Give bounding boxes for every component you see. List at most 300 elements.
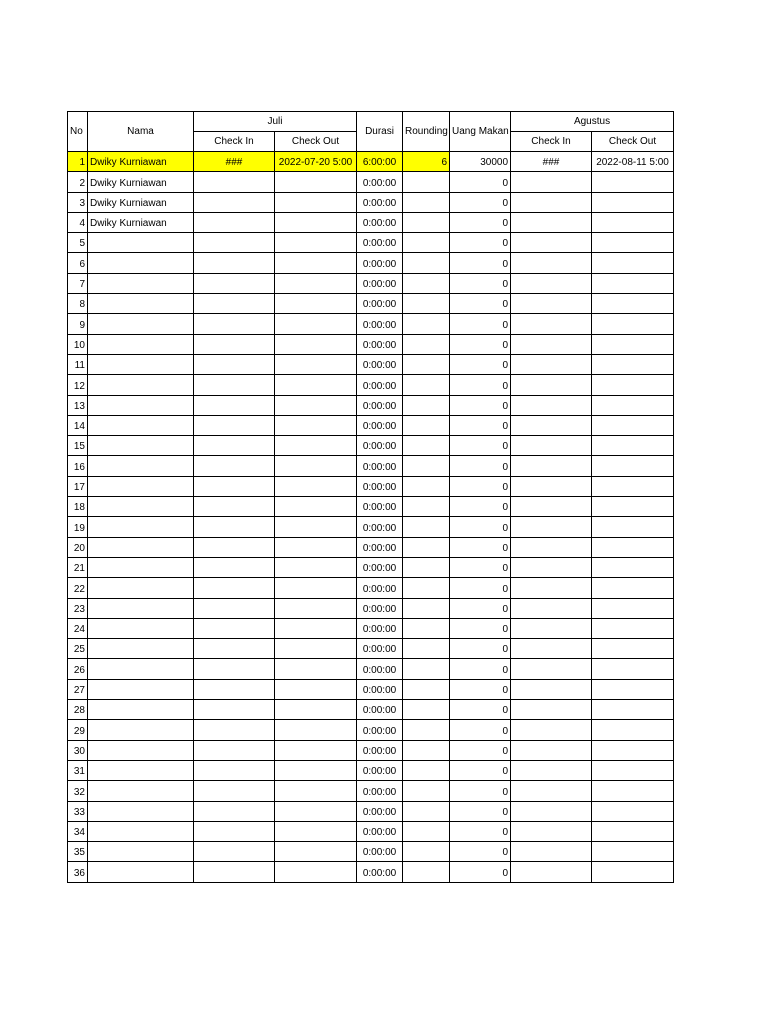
cell-no[interactable]: 26 — [68, 659, 88, 679]
cell-juli-check-out[interactable] — [275, 192, 357, 212]
cell-nama[interactable] — [88, 497, 194, 517]
cell-no[interactable]: 18 — [68, 497, 88, 517]
cell-juli-check-out[interactable] — [275, 395, 357, 415]
cell-uang-makan[interactable]: 0 — [450, 842, 511, 862]
cell-juli-check-out[interactable] — [275, 354, 357, 374]
cell-agustus-check-out[interactable] — [592, 212, 674, 232]
cell-juli-check-in[interactable] — [194, 740, 275, 760]
cell-durasi[interactable]: 0:00:00 — [357, 233, 403, 253]
cell-uang-makan[interactable]: 0 — [450, 760, 511, 780]
cell-rounding[interactable] — [403, 700, 450, 720]
cell-uang-makan[interactable]: 0 — [450, 679, 511, 699]
cell-agustus-check-out[interactable] — [592, 598, 674, 618]
cell-nama[interactable]: Dwiky Kurniawan — [88, 192, 194, 212]
cell-rounding[interactable] — [403, 375, 450, 395]
cell-agustus-check-in[interactable] — [511, 720, 592, 740]
cell-durasi[interactable]: 0:00:00 — [357, 273, 403, 293]
cell-uang-makan[interactable]: 0 — [450, 172, 511, 192]
cell-rounding[interactable] — [403, 476, 450, 496]
cell-nama[interactable] — [88, 436, 194, 456]
cell-juli-check-out[interactable] — [275, 517, 357, 537]
cell-juli-check-out[interactable] — [275, 375, 357, 395]
cell-agustus-check-in[interactable] — [511, 354, 592, 374]
cell-no[interactable]: 7 — [68, 273, 88, 293]
cell-juli-check-out[interactable] — [275, 578, 357, 598]
cell-agustus-check-out[interactable] — [592, 172, 674, 192]
cell-agustus-check-out[interactable] — [592, 821, 674, 841]
cell-nama[interactable] — [88, 253, 194, 273]
cell-uang-makan[interactable]: 0 — [450, 639, 511, 659]
cell-juli-check-in[interactable] — [194, 192, 275, 212]
cell-no[interactable]: 5 — [68, 233, 88, 253]
cell-juli-check-in[interactable] — [194, 720, 275, 740]
cell-durasi[interactable]: 0:00:00 — [357, 476, 403, 496]
cell-uang-makan[interactable]: 0 — [450, 497, 511, 517]
cell-nama[interactable] — [88, 233, 194, 253]
cell-juli-check-out[interactable] — [275, 314, 357, 334]
cell-agustus-check-in[interactable] — [511, 314, 592, 334]
cell-agustus-check-in[interactable] — [511, 760, 592, 780]
cell-nama[interactable] — [88, 354, 194, 374]
cell-agustus-check-out[interactable] — [592, 314, 674, 334]
cell-rounding[interactable] — [403, 192, 450, 212]
cell-rounding[interactable] — [403, 395, 450, 415]
cell-juli-check-in[interactable] — [194, 537, 275, 557]
cell-uang-makan[interactable]: 0 — [450, 334, 511, 354]
cell-juli-check-in[interactable] — [194, 578, 275, 598]
cell-no[interactable]: 2 — [68, 172, 88, 192]
cell-rounding[interactable] — [403, 659, 450, 679]
cell-juli-check-out[interactable] — [275, 415, 357, 435]
cell-agustus-check-out[interactable]: 2022-08-11 5:00 — [592, 152, 674, 172]
cell-no[interactable]: 35 — [68, 842, 88, 862]
cell-uang-makan[interactable]: 0 — [450, 517, 511, 537]
cell-juli-check-in[interactable] — [194, 354, 275, 374]
cell-no[interactable]: 4 — [68, 212, 88, 232]
cell-agustus-check-in[interactable] — [511, 517, 592, 537]
cell-durasi[interactable]: 0:00:00 — [357, 598, 403, 618]
cell-rounding[interactable] — [403, 314, 450, 334]
cell-agustus-check-out[interactable] — [592, 842, 674, 862]
cell-agustus-check-in[interactable] — [511, 801, 592, 821]
cell-durasi[interactable]: 0:00:00 — [357, 700, 403, 720]
cell-agustus-check-in[interactable] — [511, 842, 592, 862]
cell-juli-check-in[interactable] — [194, 760, 275, 780]
cell-uang-makan[interactable]: 0 — [450, 233, 511, 253]
cell-juli-check-out[interactable] — [275, 497, 357, 517]
cell-juli-check-in[interactable] — [194, 233, 275, 253]
cell-rounding[interactable] — [403, 334, 450, 354]
cell-juli-check-in[interactable] — [194, 172, 275, 192]
cell-nama[interactable] — [88, 781, 194, 801]
cell-agustus-check-in[interactable] — [511, 659, 592, 679]
cell-juli-check-out[interactable] — [275, 862, 357, 882]
cell-agustus-check-out[interactable] — [592, 456, 674, 476]
cell-juli-check-out[interactable]: 2022-07-20 5:00 — [275, 152, 357, 172]
cell-agustus-check-out[interactable] — [592, 740, 674, 760]
cell-agustus-check-out[interactable] — [592, 679, 674, 699]
cell-agustus-check-in[interactable] — [511, 862, 592, 882]
cell-durasi[interactable]: 0:00:00 — [357, 395, 403, 415]
cell-agustus-check-in[interactable] — [511, 395, 592, 415]
cell-durasi[interactable]: 0:00:00 — [357, 253, 403, 273]
cell-agustus-check-in[interactable] — [511, 436, 592, 456]
cell-juli-check-in[interactable] — [194, 679, 275, 699]
cell-nama[interactable] — [88, 375, 194, 395]
cell-durasi[interactable]: 0:00:00 — [357, 862, 403, 882]
cell-uang-makan[interactable]: 0 — [450, 862, 511, 882]
cell-uang-makan[interactable]: 0 — [450, 395, 511, 415]
cell-agustus-check-in[interactable] — [511, 497, 592, 517]
cell-juli-check-in[interactable] — [194, 821, 275, 841]
cell-agustus-check-in[interactable] — [511, 375, 592, 395]
cell-agustus-check-in[interactable] — [511, 192, 592, 212]
cell-no[interactable]: 33 — [68, 801, 88, 821]
cell-rounding[interactable] — [403, 740, 450, 760]
cell-uang-makan[interactable]: 0 — [450, 557, 511, 577]
cell-durasi[interactable]: 0:00:00 — [357, 720, 403, 740]
cell-nama[interactable] — [88, 294, 194, 314]
cell-juli-check-in[interactable] — [194, 436, 275, 456]
cell-agustus-check-out[interactable] — [592, 334, 674, 354]
cell-nama[interactable] — [88, 415, 194, 435]
cell-durasi[interactable]: 0:00:00 — [357, 760, 403, 780]
cell-nama[interactable] — [88, 842, 194, 862]
cell-rounding[interactable] — [403, 801, 450, 821]
cell-agustus-check-in[interactable] — [511, 294, 592, 314]
cell-agustus-check-in[interactable] — [511, 557, 592, 577]
cell-agustus-check-in[interactable] — [511, 253, 592, 273]
cell-juli-check-in[interactable] — [194, 598, 275, 618]
cell-juli-check-in[interactable] — [194, 862, 275, 882]
cell-agustus-check-in[interactable] — [511, 598, 592, 618]
cell-juli-check-in[interactable] — [194, 456, 275, 476]
cell-nama[interactable] — [88, 273, 194, 293]
cell-uang-makan[interactable]: 0 — [450, 801, 511, 821]
cell-agustus-check-out[interactable] — [592, 618, 674, 638]
cell-agustus-check-out[interactable] — [592, 375, 674, 395]
cell-agustus-check-out[interactable] — [592, 192, 674, 212]
cell-nama[interactable] — [88, 517, 194, 537]
cell-agustus-check-in[interactable] — [511, 821, 592, 841]
cell-durasi[interactable]: 0:00:00 — [357, 212, 403, 232]
cell-juli-check-out[interactable] — [275, 273, 357, 293]
cell-rounding[interactable] — [403, 253, 450, 273]
cell-agustus-check-out[interactable] — [592, 700, 674, 720]
cell-uang-makan[interactable]: 0 — [450, 618, 511, 638]
cell-rounding[interactable] — [403, 436, 450, 456]
cell-rounding[interactable] — [403, 354, 450, 374]
cell-juli-check-out[interactable] — [275, 233, 357, 253]
cell-uang-makan[interactable]: 0 — [450, 456, 511, 476]
cell-juli-check-in[interactable] — [194, 273, 275, 293]
cell-agustus-check-in[interactable] — [511, 456, 592, 476]
cell-uang-makan[interactable]: 0 — [450, 821, 511, 841]
cell-juli-check-out[interactable] — [275, 334, 357, 354]
cell-no[interactable]: 6 — [68, 253, 88, 273]
cell-nama[interactable] — [88, 821, 194, 841]
cell-juli-check-in[interactable] — [194, 639, 275, 659]
cell-uang-makan[interactable]: 0 — [450, 781, 511, 801]
cell-no[interactable]: 21 — [68, 557, 88, 577]
cell-agustus-check-out[interactable] — [592, 476, 674, 496]
cell-uang-makan[interactable]: 0 — [450, 375, 511, 395]
cell-nama[interactable] — [88, 862, 194, 882]
cell-juli-check-out[interactable] — [275, 476, 357, 496]
cell-rounding[interactable] — [403, 415, 450, 435]
cell-juli-check-in[interactable] — [194, 294, 275, 314]
cell-agustus-check-in[interactable] — [511, 781, 592, 801]
cell-no[interactable]: 22 — [68, 578, 88, 598]
cell-no[interactable]: 29 — [68, 720, 88, 740]
cell-nama[interactable] — [88, 659, 194, 679]
cell-juli-check-in[interactable] — [194, 253, 275, 273]
cell-juli-check-out[interactable] — [275, 557, 357, 577]
cell-rounding[interactable] — [403, 497, 450, 517]
cell-nama[interactable] — [88, 740, 194, 760]
cell-no[interactable]: 31 — [68, 760, 88, 780]
cell-juli-check-in[interactable] — [194, 700, 275, 720]
cell-no[interactable]: 17 — [68, 476, 88, 496]
cell-juli-check-out[interactable] — [275, 659, 357, 679]
cell-juli-check-in[interactable] — [194, 497, 275, 517]
cell-durasi[interactable]: 0:00:00 — [357, 517, 403, 537]
cell-durasi[interactable]: 0:00:00 — [357, 781, 403, 801]
cell-rounding[interactable] — [403, 720, 450, 740]
cell-rounding[interactable] — [403, 172, 450, 192]
cell-juli-check-out[interactable] — [275, 842, 357, 862]
cell-no[interactable]: 25 — [68, 639, 88, 659]
cell-agustus-check-out[interactable] — [592, 760, 674, 780]
cell-rounding[interactable] — [403, 212, 450, 232]
cell-agustus-check-in[interactable] — [511, 618, 592, 638]
cell-agustus-check-in[interactable] — [511, 212, 592, 232]
cell-agustus-check-in[interactable] — [511, 700, 592, 720]
cell-juli-check-in[interactable] — [194, 618, 275, 638]
cell-agustus-check-in[interactable] — [511, 639, 592, 659]
cell-uang-makan[interactable]: 0 — [450, 476, 511, 496]
cell-agustus-check-in[interactable] — [511, 578, 592, 598]
cell-uang-makan[interactable]: 0 — [450, 720, 511, 740]
cell-durasi[interactable]: 0:00:00 — [357, 456, 403, 476]
cell-nama[interactable] — [88, 618, 194, 638]
cell-agustus-check-out[interactable] — [592, 639, 674, 659]
cell-nama[interactable] — [88, 476, 194, 496]
cell-nama[interactable] — [88, 700, 194, 720]
cell-agustus-check-in[interactable] — [511, 172, 592, 192]
cell-juli-check-out[interactable] — [275, 172, 357, 192]
cell-rounding[interactable] — [403, 618, 450, 638]
cell-durasi[interactable]: 0:00:00 — [357, 842, 403, 862]
cell-durasi[interactable]: 0:00:00 — [357, 679, 403, 699]
cell-rounding[interactable]: 6 — [403, 152, 450, 172]
cell-nama[interactable] — [88, 314, 194, 334]
cell-rounding[interactable] — [403, 517, 450, 537]
cell-agustus-check-out[interactable] — [592, 354, 674, 374]
cell-juli-check-out[interactable] — [275, 537, 357, 557]
cell-durasi[interactable]: 0:00:00 — [357, 314, 403, 334]
cell-agustus-check-out[interactable] — [592, 497, 674, 517]
cell-no[interactable]: 20 — [68, 537, 88, 557]
cell-juli-check-out[interactable] — [275, 253, 357, 273]
cell-juli-check-in[interactable]: ### — [194, 152, 275, 172]
cell-juli-check-in[interactable] — [194, 415, 275, 435]
cell-no[interactable]: 9 — [68, 314, 88, 334]
cell-agustus-check-in[interactable]: ### — [511, 152, 592, 172]
cell-juli-check-out[interactable] — [275, 720, 357, 740]
cell-juli-check-out[interactable] — [275, 801, 357, 821]
cell-rounding[interactable] — [403, 781, 450, 801]
cell-durasi[interactable]: 0:00:00 — [357, 618, 403, 638]
cell-uang-makan[interactable]: 30000 — [450, 152, 511, 172]
cell-uang-makan[interactable]: 0 — [450, 659, 511, 679]
cell-durasi[interactable]: 0:00:00 — [357, 436, 403, 456]
cell-juli-check-in[interactable] — [194, 476, 275, 496]
cell-no[interactable]: 1 — [68, 152, 88, 172]
cell-agustus-check-out[interactable] — [592, 436, 674, 456]
cell-uang-makan[interactable]: 0 — [450, 192, 511, 212]
cell-agustus-check-out[interactable] — [592, 294, 674, 314]
cell-uang-makan[interactable]: 0 — [450, 253, 511, 273]
cell-juli-check-out[interactable] — [275, 639, 357, 659]
cell-durasi[interactable]: 0:00:00 — [357, 294, 403, 314]
cell-no[interactable]: 23 — [68, 598, 88, 618]
cell-rounding[interactable] — [403, 821, 450, 841]
cell-juli-check-in[interactable] — [194, 842, 275, 862]
cell-durasi[interactable]: 6:00:00 — [357, 152, 403, 172]
cell-juli-check-out[interactable] — [275, 700, 357, 720]
cell-durasi[interactable]: 0:00:00 — [357, 639, 403, 659]
cell-nama[interactable] — [88, 557, 194, 577]
cell-juli-check-out[interactable] — [275, 821, 357, 841]
cell-nama[interactable] — [88, 456, 194, 476]
cell-no[interactable]: 19 — [68, 517, 88, 537]
cell-no[interactable]: 14 — [68, 415, 88, 435]
cell-juli-check-in[interactable] — [194, 781, 275, 801]
cell-agustus-check-out[interactable] — [592, 395, 674, 415]
cell-nama[interactable]: Dwiky Kurniawan — [88, 172, 194, 192]
cell-uang-makan[interactable]: 0 — [450, 537, 511, 557]
cell-durasi[interactable]: 0:00:00 — [357, 415, 403, 435]
cell-durasi[interactable]: 0:00:00 — [357, 334, 403, 354]
cell-durasi[interactable]: 0:00:00 — [357, 192, 403, 212]
cell-nama[interactable] — [88, 720, 194, 740]
cell-agustus-check-in[interactable] — [511, 273, 592, 293]
cell-juli-check-out[interactable] — [275, 740, 357, 760]
cell-uang-makan[interactable]: 0 — [450, 598, 511, 618]
cell-agustus-check-out[interactable] — [592, 557, 674, 577]
cell-juli-check-out[interactable] — [275, 618, 357, 638]
cell-durasi[interactable]: 0:00:00 — [357, 375, 403, 395]
cell-agustus-check-in[interactable] — [511, 415, 592, 435]
cell-no[interactable]: 11 — [68, 354, 88, 374]
cell-rounding[interactable] — [403, 679, 450, 699]
cell-juli-check-out[interactable] — [275, 679, 357, 699]
cell-agustus-check-out[interactable] — [592, 233, 674, 253]
cell-no[interactable]: 28 — [68, 700, 88, 720]
cell-agustus-check-out[interactable] — [592, 801, 674, 821]
cell-durasi[interactable]: 0:00:00 — [357, 821, 403, 841]
cell-durasi[interactable]: 0:00:00 — [357, 659, 403, 679]
cell-agustus-check-out[interactable] — [592, 720, 674, 740]
cell-uang-makan[interactable]: 0 — [450, 436, 511, 456]
cell-rounding[interactable] — [403, 842, 450, 862]
cell-agustus-check-in[interactable] — [511, 233, 592, 253]
cell-no[interactable]: 13 — [68, 395, 88, 415]
cell-durasi[interactable]: 0:00:00 — [357, 740, 403, 760]
cell-no[interactable]: 24 — [68, 618, 88, 638]
cell-rounding[interactable] — [403, 578, 450, 598]
cell-juli-check-in[interactable] — [194, 212, 275, 232]
cell-rounding[interactable] — [403, 862, 450, 882]
cell-rounding[interactable] — [403, 233, 450, 253]
cell-nama[interactable] — [88, 679, 194, 699]
cell-agustus-check-in[interactable] — [511, 334, 592, 354]
cell-juli-check-out[interactable] — [275, 436, 357, 456]
cell-uang-makan[interactable]: 0 — [450, 740, 511, 760]
cell-juli-check-in[interactable] — [194, 395, 275, 415]
cell-uang-makan[interactable]: 0 — [450, 314, 511, 334]
cell-nama[interactable] — [88, 760, 194, 780]
cell-nama[interactable] — [88, 801, 194, 821]
cell-juli-check-in[interactable] — [194, 557, 275, 577]
cell-juli-check-out[interactable] — [275, 212, 357, 232]
cell-juli-check-in[interactable] — [194, 659, 275, 679]
cell-juli-check-out[interactable] — [275, 294, 357, 314]
cell-uang-makan[interactable]: 0 — [450, 273, 511, 293]
cell-nama[interactable] — [88, 598, 194, 618]
cell-rounding[interactable] — [403, 294, 450, 314]
cell-agustus-check-out[interactable] — [592, 578, 674, 598]
cell-juli-check-out[interactable] — [275, 598, 357, 618]
cell-rounding[interactable] — [403, 456, 450, 476]
cell-juli-check-in[interactable] — [194, 314, 275, 334]
cell-rounding[interactable] — [403, 760, 450, 780]
cell-durasi[interactable]: 0:00:00 — [357, 801, 403, 821]
cell-rounding[interactable] — [403, 273, 450, 293]
cell-durasi[interactable]: 0:00:00 — [357, 578, 403, 598]
cell-durasi[interactable]: 0:00:00 — [357, 557, 403, 577]
cell-uang-makan[interactable]: 0 — [450, 578, 511, 598]
cell-juli-check-in[interactable] — [194, 801, 275, 821]
cell-no[interactable]: 16 — [68, 456, 88, 476]
cell-no[interactable]: 34 — [68, 821, 88, 841]
cell-uang-makan[interactable]: 0 — [450, 212, 511, 232]
cell-agustus-check-in[interactable] — [511, 740, 592, 760]
cell-uang-makan[interactable]: 0 — [450, 294, 511, 314]
cell-uang-makan[interactable]: 0 — [450, 354, 511, 374]
cell-agustus-check-out[interactable] — [592, 273, 674, 293]
cell-nama[interactable] — [88, 639, 194, 659]
cell-no[interactable]: 36 — [68, 862, 88, 882]
cell-agustus-check-out[interactable] — [592, 862, 674, 882]
cell-nama[interactable] — [88, 537, 194, 557]
cell-juli-check-out[interactable] — [275, 781, 357, 801]
cell-agustus-check-out[interactable] — [592, 537, 674, 557]
cell-no[interactable]: 32 — [68, 781, 88, 801]
cell-no[interactable]: 8 — [68, 294, 88, 314]
cell-nama[interactable] — [88, 395, 194, 415]
cell-nama[interactable] — [88, 334, 194, 354]
cell-durasi[interactable]: 0:00:00 — [357, 354, 403, 374]
cell-no[interactable]: 10 — [68, 334, 88, 354]
cell-rounding[interactable] — [403, 557, 450, 577]
cell-agustus-check-out[interactable] — [592, 781, 674, 801]
cell-agustus-check-in[interactable] — [511, 476, 592, 496]
cell-no[interactable]: 30 — [68, 740, 88, 760]
cell-no[interactable]: 3 — [68, 192, 88, 212]
cell-juli-check-in[interactable] — [194, 334, 275, 354]
